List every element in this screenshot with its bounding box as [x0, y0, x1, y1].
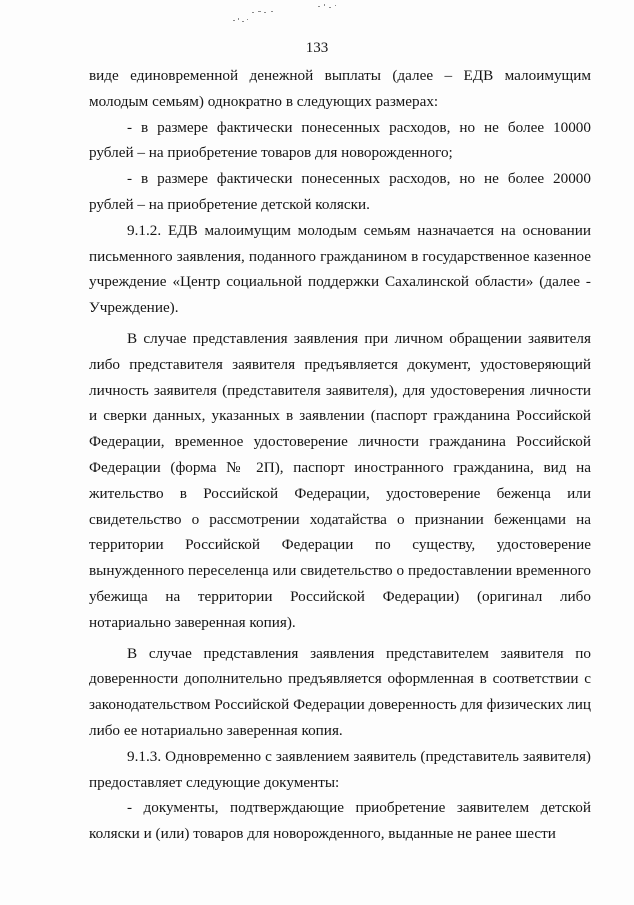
clause-9-1-2: 9.1.2. ЕДВ малоимущим молодым семьям назначается на основании письменного заявления, поданного гражданином в государственное казенное учреждение «Центр социальной поддержки Сахалинской области» (далее - Учреждение). [89, 221, 591, 317]
list-item: - в размере фактически понесенных расходов, но не более 10000 рублей – на приобретение товаров для новорожденного; [89, 118, 591, 162]
scan-artifacts [0, 0, 634, 40]
clause-9-1-3: 9.1.3. Одновременно с заявлением заявитель (представитель заявителя) предоставляет следующие документы: [89, 747, 591, 791]
list-item: - документы, подтверждающие приобретение заявителем детской коляски и (или) товаров для новорожденного, выданные не ранее шести [89, 799, 591, 843]
document-body [89, 63, 591, 847]
paragraph: В случае представления заявления при личном обращении заявителя либо представителя заявителя предъявляется документ, удостоверяющий личность заявителя (представителя заявителя), для удостоверения личности и сверки данных, указанных в заявлении (паспорт гражданина Российской Федерации, временное удостоверение личности гражданина Российской Федерации (форма № 2П), паспорт иностранного гражданина, вид на жительство в Российской Федерации, удостоверение беженца или свидетельство о рассмотрении ходатайства о признании беженцами на территории Российской Федерации по существу, удостоверение вынужденного переселенца или свидетельство о предоставлении временного убежища на территории Российской Федерации) (оригинал либо нотариально заверенная копия). [89, 329, 591, 631]
paragraph: виде единовременной денежной выплаты (далее – ЕДВ малоимущим молодым семьям) однократно в следующих размерах: [89, 67, 591, 110]
paragraph: В случае представления заявления представителем заявителя по доверенности дополнительно предъявляется оформленная в соответствии с законодательством Российской Федерации доверенность для физических лиц либо ее нотариально заверенная копия. [89, 644, 591, 739]
list-item: - в размере фактически понесенных расходов, но не более 20000 рублей – на приобретение детской коляски. [89, 170, 591, 213]
page-number: 133 [305, 40, 329, 56]
